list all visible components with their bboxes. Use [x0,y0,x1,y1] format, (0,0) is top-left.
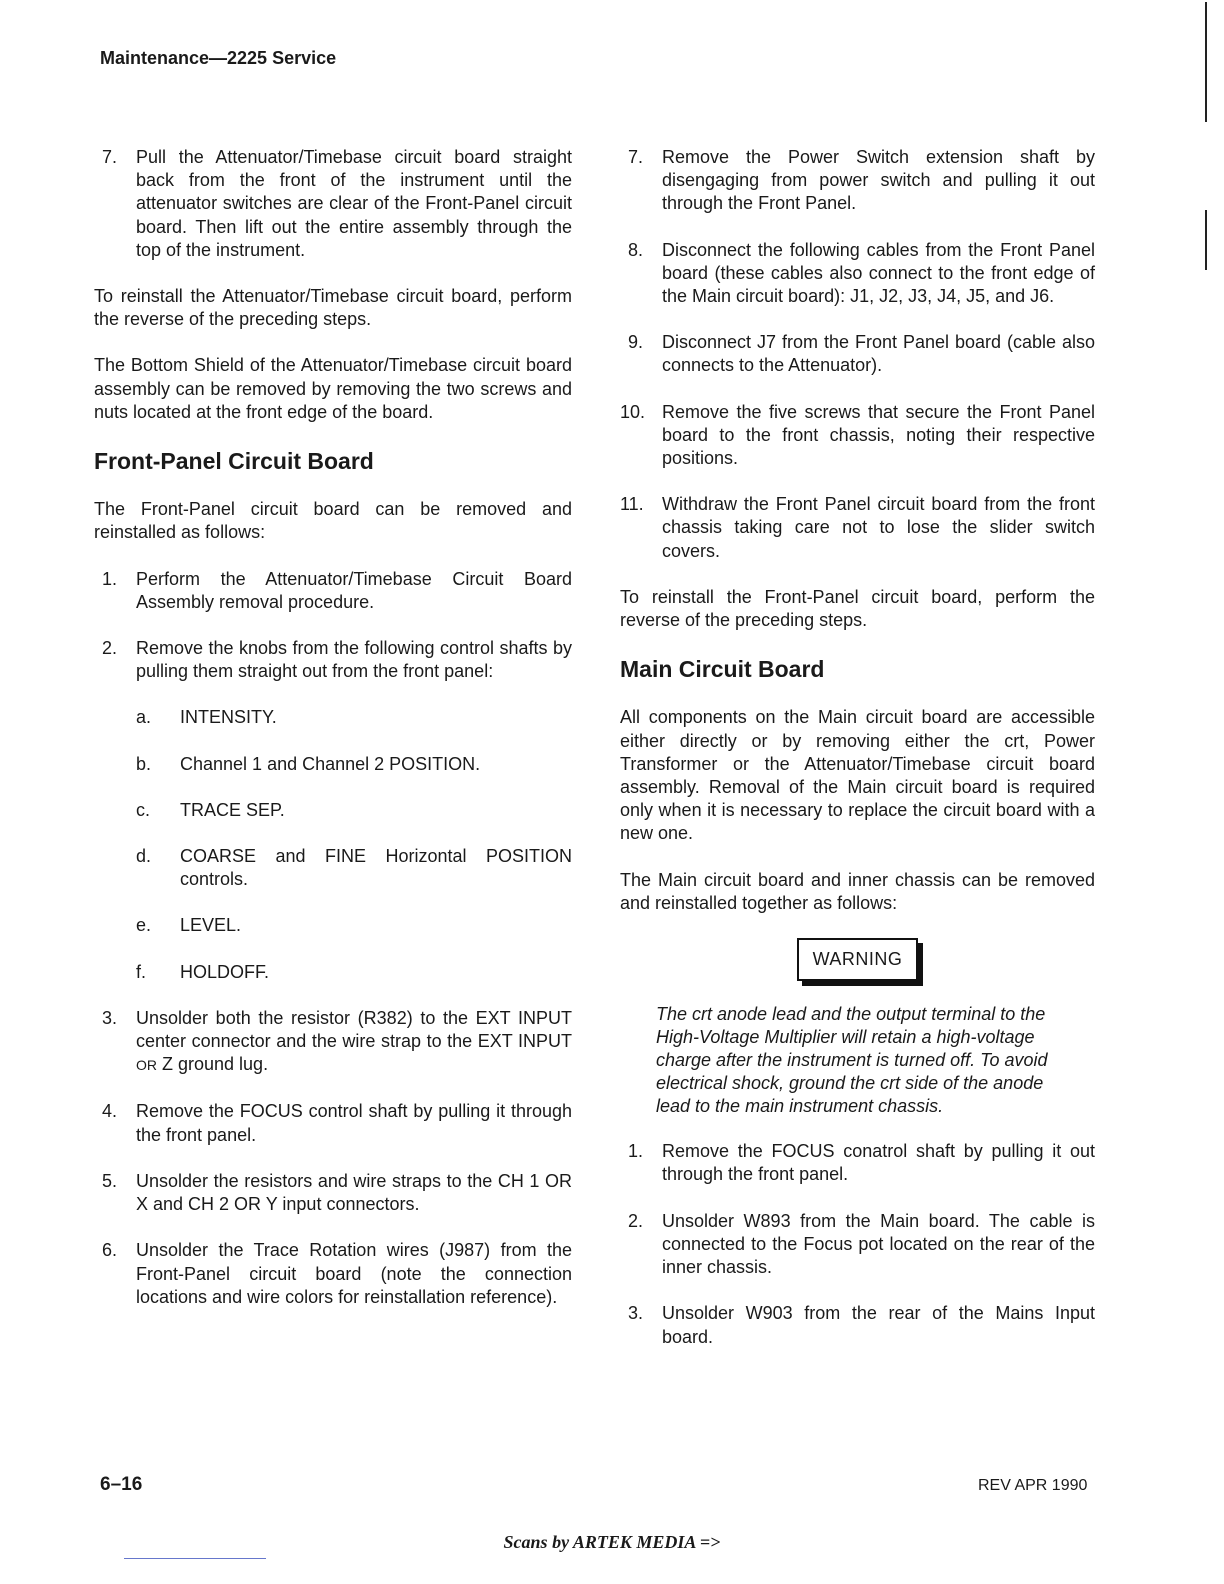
list-item [620,1210,1095,1280]
sub-letter: b. [136,753,152,774]
left-column [94,146,572,1332]
page-number: 6–16 [100,1474,143,1495]
sub-text: TRACE SEP. [180,799,285,820]
running-header: Maintenance—2225 Service [100,48,337,68]
list-item [620,239,1095,309]
step-text: Withdraw the Front Panel circuit board from the front chassis taking care not to lose the slider switch covers. [662,494,1095,561]
paragraph-reinstall: To reinstall the Attenuator/Timebase circuit board, perform the reverse of the preceding steps. [94,286,572,330]
section-heading-front-panel: Front-Panel Circuit Board [94,448,374,475]
sub-list-item [136,845,572,891]
step-number: 6. [102,1240,118,1261]
step-number: 2. [628,1210,644,1231]
list-item [620,1140,1095,1186]
warning-container [620,938,1095,981]
step-number: 4. [102,1101,118,1122]
sub-text: HOLDOFF. [180,961,270,982]
list-item [620,146,1095,216]
paragraph-intro: The Front-Panel circuit board can be removed and reinstalled as follows: [94,499,572,543]
paragraph-components: All components on the Main circuit board are accessible either directly or by removing either the crt, Power Transformer or the Attenuator/Timebase circuit board assembly. Removal of the Main circuit board is required only when it is necessary to replace the circuit board with a new one. [620,707,1095,844]
small-caps-or: OR [136,1057,157,1074]
sub-list-item [136,706,572,729]
step-number: 1. [102,568,118,589]
list-item [94,1100,572,1146]
revision-date: REV APR 1990 [978,1477,1088,1494]
sub-text: Channel 1 and Channel 2 POSITION. [180,753,481,774]
step-text-part: Unsolder both the resistor (R382) to the EXT INPUT center connector and the wire strap to the EXT INPUT [136,1007,572,1052]
warning-text: The crt anode lead and the output terminal to the High-Voltage Multiplier will retain a high-voltage charge after the instrument is turned off. To avoid electrical shock, ground the crt side of the anode lead to the main instrument chassis. [656,1004,1048,1117]
step-text: Disconnect the following cables from the Front Panel board (these cables also connect to the front edge of the Main circuit board): J1, J2, J3, J4, J5, and J6. [662,239,1095,307]
warning-label: WARNING [797,938,919,981]
step-text: Remove the five screws that secure the Front Panel board to the front chassis, noting their respective positions. [662,401,1095,469]
sub-letter: d. [136,846,152,867]
sub-letter: f. [136,961,147,982]
list-item [94,1239,572,1309]
list-item [620,331,1095,377]
step-text: Unsolder W893 from the Main board. The cable is connected to the Focus pot located on the rear of the inner chassis. [662,1210,1095,1278]
step-text: Disconnect J7 from the Front Panel board (cable also connects to the Attenuator). [662,332,1095,376]
list-item [94,1007,572,1078]
sub-letter: a. [136,707,152,728]
step-number: 7. [628,147,644,167]
list-item [94,637,572,683]
step-text: Perform the Attenuator/Timebase Circuit Board Assembly removal procedure. [136,568,572,612]
step-text: Remove the FOCUS conatrol shaft by pulling it out through the front panel. [662,1141,1095,1185]
step-number: 7. [102,147,118,167]
step-number: 9. [628,332,644,353]
sub-list-item [136,799,572,822]
list-item [94,146,572,262]
step-number: 1. [628,1141,644,1162]
sub-list-item [136,753,572,776]
scans-credit-link[interactable]: Scans by ARTEK MEDIA => [503,1532,721,1552]
sub-text: COARSE and FINE Horizontal POSITION controls. [180,846,572,890]
paragraph-main-intro: The Main circuit board and inner chassis can be removed and reinstalled together as follows: [620,869,1095,913]
sub-text: INTENSITY. [180,707,277,728]
list-item [620,493,1095,563]
sub-list-item [136,961,572,984]
step-text: Unsolder the Trace Rotation wires (J987) from the Front-Panel circuit board (note the connection locations and wire colors for reinstallation reference). [136,1240,572,1307]
sub-list-item [136,914,572,937]
list-item [620,401,1095,471]
step-number: 10. [620,401,646,422]
scan-edge-mark [1205,2,1207,122]
paragraph-bottom-shield: The Bottom Shield of the Attenuator/Timebase circuit board assembly can be removed by removing the two screws and nuts located at the front edge of the board. [94,355,572,422]
step-number: 8. [628,239,644,260]
step-text: Pull the Attenuator/Timebase circuit board straight back from the front of the instrument until the attenuator switches are clear of the Front-Panel circuit board. Then lift out the entire assembly through the top of the instrument. [136,147,572,260]
sub-letter: e. [136,915,152,936]
list-item [94,568,572,614]
step-number: 2. [102,638,118,659]
step-text: Remove the knobs from the following control shafts by pulling them straight out from the front panel: [136,638,572,682]
bottom-link-underline [124,1558,266,1559]
section-heading-main-board: Main Circuit Board [620,656,825,683]
right-column [620,146,1095,1372]
step-text [136,1007,572,1078]
step-number: 3. [628,1303,644,1324]
step-number: 11. [620,494,644,515]
sub-text: LEVEL. [180,915,242,936]
step-text: Remove the FOCUS control shaft by pulling it through the front panel. [136,1101,572,1145]
list-item [620,1302,1095,1348]
step-text: Remove the Power Switch extension shaft by disengaging from power switch and pulling it out through the Front Panel. [662,147,1095,214]
list-item [94,1170,572,1216]
sub-letter: c. [136,799,151,820]
step-text-part: Z ground lug. [157,1054,269,1075]
step-number: 5. [102,1170,118,1191]
step-number: 3. [102,1007,118,1028]
paragraph-reinstall: To reinstall the Front-Panel circuit board, perform the reverse of the preceding steps. [620,586,1095,631]
step-text: Unsolder the resistors and wire straps to the CH 1 OR X and CH 2 OR Y input connectors. [136,1170,572,1215]
step-text: Unsolder W903 from the rear of the Mains Input board. [662,1303,1095,1347]
scan-edge-mark-lower [1205,210,1207,270]
